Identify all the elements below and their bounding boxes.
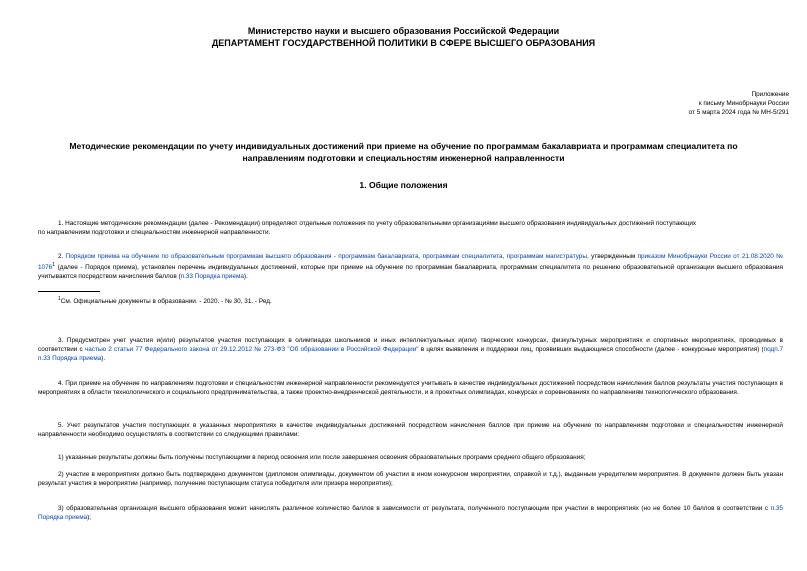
paragraph-3-end: ). xyxy=(101,355,106,362)
link-p33[interactable]: п.33 Порядка приема xyxy=(180,273,244,281)
paragraph-3-text-1: 3. Предусмотрен учет участия и(или) результатов участия поступающих в олимпиадах школьников и иных интеллектуальных и(или) творческих конкурсах, физкультурных мероприятиях и спортивных мероприятиях, проводимых в соответствии с xyxy=(38,337,783,353)
link-federal-law[interactable]: частью 2 статьи 77 Федерального закона от 29.12.2012 № 273-ФЗ "Об образовании в Российской Федерации" xyxy=(84,346,419,353)
paragraph-1 xyxy=(38,219,783,237)
rule-2-text: 2) участие в мероприятиях должно быть подтверждено документом (дипломом олимпиады, документом об участии в ином конкурсном мероприятии, справкой и т.д.), выданным учредителем мероприятия. В документе должен быть указан результат участия в мероприятии (например, получение поступающим статуса победителя или призера мероприятия); xyxy=(38,471,783,487)
paragraph-2-text-2: (далее - Порядок приема), установлен перечень индивидуальных достижений, которые при приеме на обучение по программам бакалавриата, программам специалитета по решению образовательной организации высшего образования учитываются посредством начисления баллов ( xyxy=(38,264,783,281)
link-admission-order[interactable]: Порядком приема на обучение по образовательным программам высшего образования - программам бакалавриата, программам специалитета, программам магистратуры, xyxy=(65,253,589,260)
paragraph-4 xyxy=(38,379,783,397)
document-title-line-1: Методические рекомендации по учету индивидуальных достижений при приеме на обучение по программам бакалавриата и программам специалитета по xyxy=(69,141,738,151)
department-name: ДЕПАРТАМЕНТ ГОСУДАРСТВЕННОЙ ПОЛИТИКИ В СФЕРЕ ВЫСШЕГО ОБРАЗОВАНИЯ xyxy=(211,38,596,48)
paragraph-3 xyxy=(38,336,783,363)
paragraph-5-text: 5. Учет результатов участия поступающих в указанных мероприятиях в качестве индивидуальных достижений посредством начисления баллов при приеме на обучение по направлениям подготовки и специальностям инженерной направленности необходимо осуществлять в соответствии со следующими правилами: xyxy=(38,422,783,438)
rule-1 xyxy=(38,453,783,462)
paragraph-2-text-1: утвержденным xyxy=(588,253,638,260)
footnote-mark: 1 xyxy=(58,296,61,302)
footnote-ref: 1 xyxy=(52,262,55,268)
link-subp7-p33[interactable]: подп.7 п.33 Порядка приема xyxy=(38,346,784,362)
link-p35[interactable]: п.35 Порядка приема xyxy=(38,505,783,521)
rule-3 xyxy=(38,504,783,522)
footnote-text: См. Официальные документы в образовании. - 2020. - № 30, 31. - Ред. xyxy=(60,298,272,306)
paragraph-2-end: ). xyxy=(243,273,248,281)
paragraph-1-line-1: 1. Настоящие методические рекомендации (далее - Рекомендации) определяют отдельные положения по учету образовательными организациями высшего образования индивидуальных достижений поступающих xyxy=(58,220,697,227)
paragraph-3-text-2: в целях выявления и поддержки лиц, проявивших выдающиеся способности (далее - конкурсные мероприятия) ( xyxy=(418,346,764,353)
paragraph-4-text: 4. При приеме на обучение по направлениям подготовки и специальностям инженерной направленности рекомендуется учитывать в качестве индивидуальных достижений посредством начисления баллов результаты участия поступающих в мероприятиях в области технологического и социального предпринимательства, а также проектно-внедренческой деятельности, и в проектных олимпиадах, конкурсах и соревнованиях по направлениям технологического образования. xyxy=(38,380,783,396)
section-heading: 1. Общие положения xyxy=(359,180,448,190)
footnote-divider xyxy=(38,291,100,292)
ministry-name: Министерство науки и высшего образования Российской Федерации xyxy=(247,26,560,36)
appendix-line-3: от 5 марта 2024 года № МН-5/291 xyxy=(688,109,789,116)
rule-2 xyxy=(38,470,783,488)
appendix-line-1: Приложение xyxy=(751,91,789,98)
paragraph-2 xyxy=(38,252,783,281)
rule-3-text: 3) образовательная организация высшего образования может начислять различное количество баллов в зависимости от результата, полученного поступающим при участии в мероприятиях (но не более 10 баллов в соответствии с xyxy=(58,505,771,512)
link-ministry-order[interactable]: приказом Минобрнауки России от 21.08.2020 № 1076 xyxy=(38,253,784,272)
rule-1-text: 1) указанные результаты должны быть получены поступающими в период освоения или после завершения освоения образовательных программ среднего общего образования; xyxy=(58,454,586,461)
footnote xyxy=(58,295,272,306)
paragraph-1-line-2: по направлениям подготовки и специальностям инженерной направленности. xyxy=(38,229,271,236)
paragraph-5 xyxy=(38,421,783,439)
paragraph-2-number: 2. xyxy=(58,253,66,260)
appendix-line-2: к письму Минобрнауки России xyxy=(698,100,789,107)
rule-3-end: ); xyxy=(87,514,92,521)
document-title-line-2: направлениям подготовки и специальностям инженерной направленности xyxy=(242,153,565,163)
